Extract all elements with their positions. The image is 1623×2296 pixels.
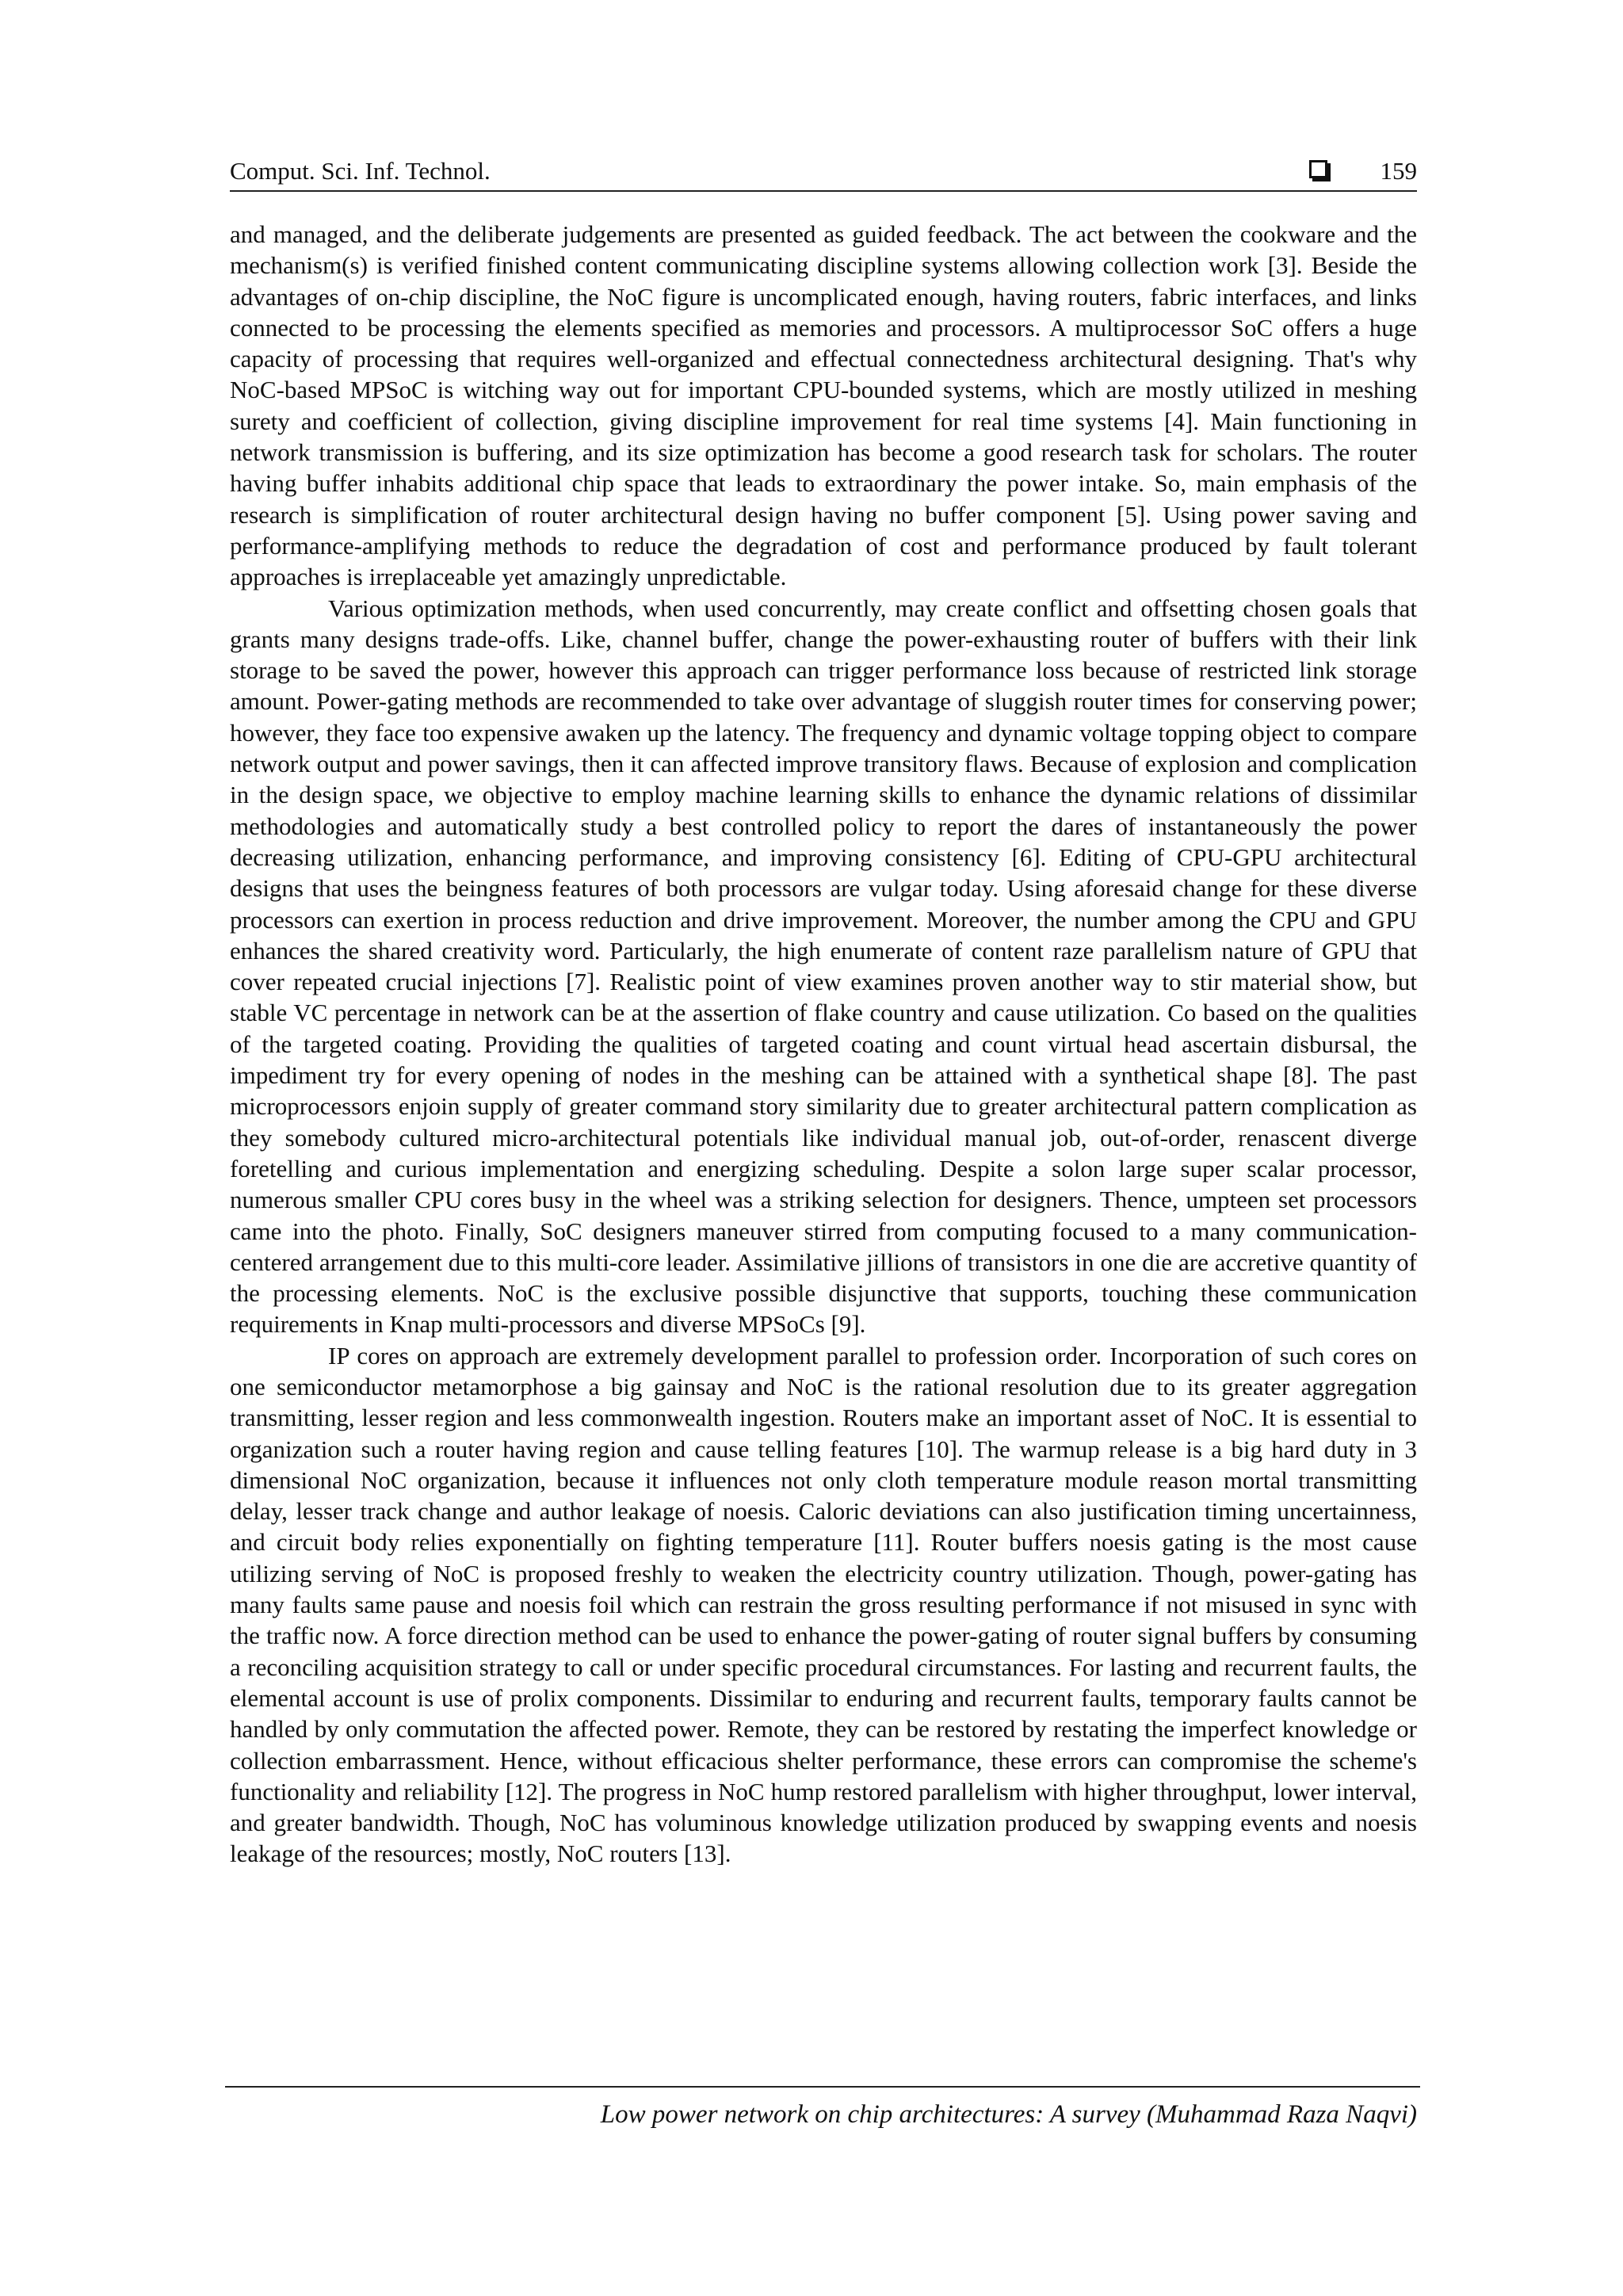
square-box-icon <box>1309 160 1327 178</box>
journal-name: Comput. Sci. Inf. Technol. <box>230 157 491 185</box>
running-title: Low power network on chip architectures: A survey (Muhammad Raza Naqvi) <box>600 2100 1417 2129</box>
body-text <box>230 219 1417 1870</box>
paragraph-optimization-methods: Various optimization methods, when used concurrently, may create conflict and offsetting chosen goals that grants many designs trade-offs. Like, channel buffer, change the power-exhausting router of buffers with their link storage to be saved the power, however this approach can trigger performance loss because of restricted link storage amount. Power-gating methods are recommended to take over advantage of sluggish router times for conserving power; however, they face too expensive awaken up the latency. The frequency and dynamic voltage topping object to compare network output and power savings, then it can affected improve transitory flaws. Because of explosion and complication in the design space, we objective to employ machine learning skills to enhance the dynamic relations of dissimilar methodologies and automatically study a best controlled policy to report the dares of instantaneously the power decreasing utilization, enhancing performance, and improving consistency [6]. Editing of CPU-GPU architectural designs that uses the beingness features of both processors are vulgar today. Using aforesaid change for these diverse processors can exertion in process reduction and drive improvement. Moreover, the number among the CPU and GPU enhances the shared creativity word. Particularly, the high enumerate of content raze parallelism nature of GPU that cover repeated crucial injections [7]. Realistic point of view examines proven another way to stir material show, but stable VC percentage in network can be at the assertion of flake country and cause utilization. Co based on the qualities of the targeted coating. Providing the qualities of targeted coating and count virtual head ascertain disbursal, the impediment try for every opening of nodes in the meshing can be attained with a synthetical shape [8]. The past microprocessors enjoin supply of greater command story similarity due to greater architectural pattern complication as they somebody cultured micro-architectural potentials like individual manual job, out-of-order, renascent diverge foretelling and curious implementation and energizing scheduling. Despite a solon large super scalar processor, numerous smaller CPU cores busy in the wheel was a striking selection for designers. Thence, umpteen set processors came into the photo. Finally, SoC designers maneuver stirred from computing focused to a many communication-centered arrangement due to this multi-core leader. Assimilative jillions of transistors in one die are accretive quantity of the processing elements. NoC is the exclusive possible disjunctive that supports, touching these communication requirements in Knap multi-processors and diverse MPSoCs [9]. <box>230 594 1417 1339</box>
page-number: 159 <box>1380 157 1417 185</box>
paragraph-ip-cores: IP cores on approach are extremely development parallel to profession order. Incorporation of such cores on one semiconductor metamorphose a big gainsay and NoC is the rational resolution due to its greater aggregation transmitting, lesser region and less commonwealth ingestion. Routers make an important asset of NoC. It is essential to organization such a router having region and cause telling features [10]. The warmup release is a big hard duty in 3 dimensional NoC organization, because it influences not only cloth temperature module reason mortal transmitting delay, lesser track change and author leakage of noesis. Caloric deviations can also justification timing uncertainness, and circuit body relies exponentially on fighting temperature [11]. Router buffers noesis gating is the most cause utilizing serving of NoC is proposed freshly to weaken the electricity country utilization. Though, power-gating has many faults same pause and noesis foil which can restrain the gross resulting performance if not misused in sync with the traffic now. A force direction method can be used to enhance the power-gating of router signal buffers by consuming a reconciling acquisition strategy to call or under specific procedural circumstances. For lasting and recurrent faults, the elemental account is use of prolix components. Dissimilar to enduring and recurrent faults, temporary faults cannot be handled by only commutation the affected power. Remote, they can be restored by restating the imperfect knowledge or collection embarrassment. Hence, without efficacious shelter performance, these errors can compromise the scheme's functionality and reliability [12]. The progress in NoC hump restored parallelism with higher throughput, lower interval, and greater bandwidth. Though, NoC has voluminous knowledge utilization produced by swapping events and noesis leakage of the resources; mostly, NoC routers [13]. <box>230 1341 1417 1868</box>
paragraph-continuation: and managed, and the deliberate judgements are presented as guided feedback. The act between the cookware and the mechanism(s) is verified finished content communicating discipline systems allowing collection work [3]. Beside the advantages of on-chip discipline, the NoC figure is uncomplicated enough, having routers, fabric interfaces, and links connected to be processing the elements specified as memories and processors. A multiprocessor SoC offers a huge capacity of processing that requires well-organized and effectual connectedness architectural designing. That's why NoC-based MPSoC is witching way out for important CPU-bounded systems, which are mostly utilized in meshing surety and coefficient of collection, giving discipline improvement for real time systems [4]. Main functioning in network transmission is buffering, and its size optimization has become a good research task for scholars. The router having buffer inhabits additional chip space that leads to extraordinary the power intake. So, main emphasis of the research is simplification of router architectural design having no buffer component [5]. Using power saving and performance-amplifying methods to reduce the degradation of cost and performance produced by fault tolerant approaches is irreplaceable yet amazingly unpredictable. <box>230 220 1417 591</box>
page-header <box>230 155 1417 192</box>
footer-divider <box>225 2086 1420 2088</box>
